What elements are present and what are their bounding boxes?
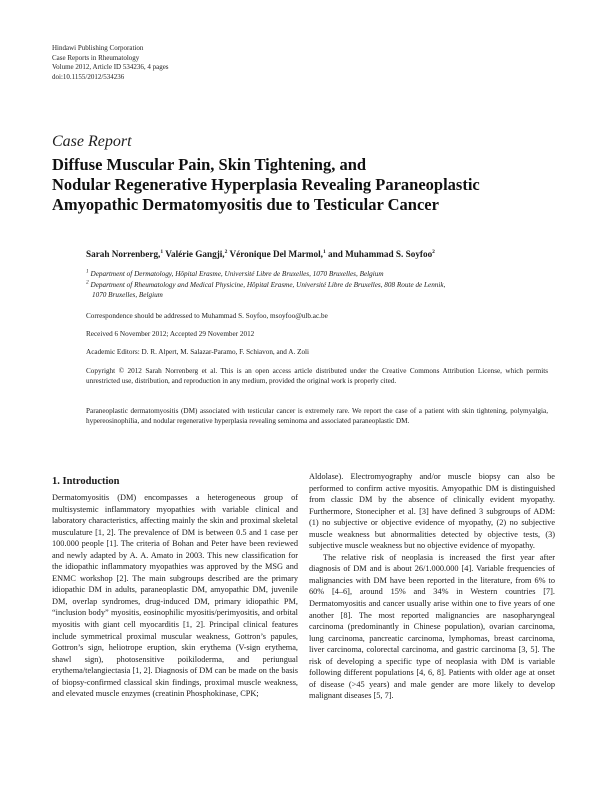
affiliation-continued: 1070 Bruxelles, Belgium <box>92 291 163 299</box>
correspondence-line: Correspondence should be addressed to Muhammad S. Soyfoo, msoyfoo@ulb.ac.be <box>86 312 328 320</box>
affiliation-number: 2 <box>86 279 89 286</box>
affiliation-number: 1 <box>86 268 89 275</box>
author-affiliation-mark: 1 <box>160 248 164 255</box>
article-type: Case Report <box>52 133 132 150</box>
academic-editors: Academic Editors: D. R. Alpert, M. Salazar-Paramo, F. Schiavon, and A. Zoli <box>86 348 310 356</box>
publication-header <box>52 44 169 82</box>
author-affiliation-mark: 2 <box>432 248 435 255</box>
author-list <box>86 249 435 259</box>
body-paragraph: Dermatomyositis (DM) encompasses a heterogeneous group of multisystemic inflammatory myopathies with variable clinical and laboratory characteristics, affecting mainly the skin and proximal skeletal musculature [1, 2]. The prevalence of DM is between 0.5 and 1 case per 100.000 people [1]. The criteria of Bohan and Peter have been reviewed and newly adapted by A. A. Amato in 2003. This new classification for the idiopathic inflammatory myopathies was approved by the MSG and ENMC workshop [2]. The main subgroups described are the primary idiopathic DM in adults, paraneoplastic DM, amyopathic DM, juvenile DM, overlap syndromes, drug-induced DM, primary idiopathic PM, “inclusion body” myositis, eosinophilic myositis/perimyositis, and orbital myositis with giant cell myocarditis [1, 2]. Principal clinical features include symmetrical proximal muscular weakness, Gottron’s papules, Gottron’s sign, heliotrope eruption, skin erythema (V-sign erythema, shawl sign), photosensitive poikiloderma, and periungual erythema/telangiectasia [1, 2]. Diagnosis of DM can be made on the basis of biopsy-confirmed classical skin findings, proximal muscle weakness, and elevated muscle enzymes (creatinin Phosphokinase, CPK; <box>52 493 298 699</box>
affiliations <box>86 269 546 301</box>
title-line: Diffuse Muscular Pain, Skin Tightening, and <box>52 155 367 174</box>
article-title <box>52 155 552 215</box>
title-line: Amyopathic Dermatomyositis due to Testicular Cancer <box>52 195 439 214</box>
doi-text: doi:10.1155/2012/534236 <box>52 72 125 81</box>
author-name: Valérie Gangji, <box>163 249 225 259</box>
section-heading: 1. Introduction <box>52 476 120 487</box>
title-line: Nodular Regenerative Hyperplasia Revealing Paraneoplastic <box>52 175 480 194</box>
body-paragraph: Aldolase). Electromyography and/or muscle biopsy can also be performed to confirm active myositis. Amyopathic DM is distinguished from classic DM by the absence of clinically evident myopathy. Furthermore, Stonecipher et al. [3] have defined 3 subgroups of ADM: (1) no subjective or objective evidence of myopathy, (2) no subjective muscle weakness but abnormalities detected by objective tests, (3) subjective muscle weakness but no objective evidence of myopathy. <box>309 472 555 551</box>
journal-name: Case Reports in Rheumatology <box>52 53 140 62</box>
affiliation-text: Department of Rheumatology and Medical Physicine, Hôpital Erasme, Université Libre de Bruxelles, 808 Route de Lennik, <box>88 280 446 289</box>
author-affiliation-mark: 1 <box>322 248 326 255</box>
author-name: and Muhammad S. Soyfoo <box>325 249 433 259</box>
author-name: Sarah Norrenberg, <box>86 249 161 259</box>
copyright-notice: Copyright © 2012 Sarah Norrenberg et al. This is an open access article distributed under the Creative Commons Attribution License, which permits unrestricted use, distribution, and reproduction in any medium, provided the original work is properly cited. <box>86 367 548 385</box>
received-accepted-dates: Received 6 November 2012; Accepted 29 November 2012 <box>86 330 255 338</box>
author-name: Véronique Del Marmol, <box>227 249 323 259</box>
author-affiliation-mark: 2 <box>224 248 228 255</box>
publisher-name: Hindawi Publishing Corporation <box>52 44 144 52</box>
affiliation <box>86 269 546 280</box>
affiliation-text: Department of Dermatology, Hôpital Erasme, Université Libre de Bruxelles, 1070 Bruxelles, Belgium <box>88 270 384 278</box>
right-column <box>309 471 555 702</box>
abstract: Paraneoplastic dermatomyositis (DM) associated with testicular cancer is extremely rare. We report the case of a patient with skin tightening, polymyalgia, hypereosinophilia, and nodular regenerative hyperplasia revealing seminoma and associated paraneoplastic DM. <box>86 407 548 425</box>
affiliation <box>86 280 546 291</box>
body-paragraph: The relative risk of neoplasia is increased the first year after diagnosis of DM and is about 26/1.000.000 [4]. Variable frequencies of malignancies with DM have been reported in the literature, from 6% to 60% [4–6], around 15% and 34% in Western countries [7]. Dermatomyositis and cancer usually arise within one to five years of one another [8]. The most reported malignancies are nasopharyngeal carcinoma (predominantly in Chinese population), ovarian carcinoma, lung carcinoma, pancreatic carcinoma, lymphomas, breast carcinoma, liver carcinoma, colorectal carcinoma, and gastric carcinoma [3, 5]. The risk of developing a specific type of neoplasia with DM is variable following different populations [4, 6, 8]. Patients with older age at onset of disease (>45 years) and male gender are more likely to develop malignant diseases [5, 7]. <box>309 552 555 701</box>
left-column <box>52 492 298 700</box>
volume-info: Volume 2012, Article ID 534236, 4 pages <box>52 63 169 71</box>
